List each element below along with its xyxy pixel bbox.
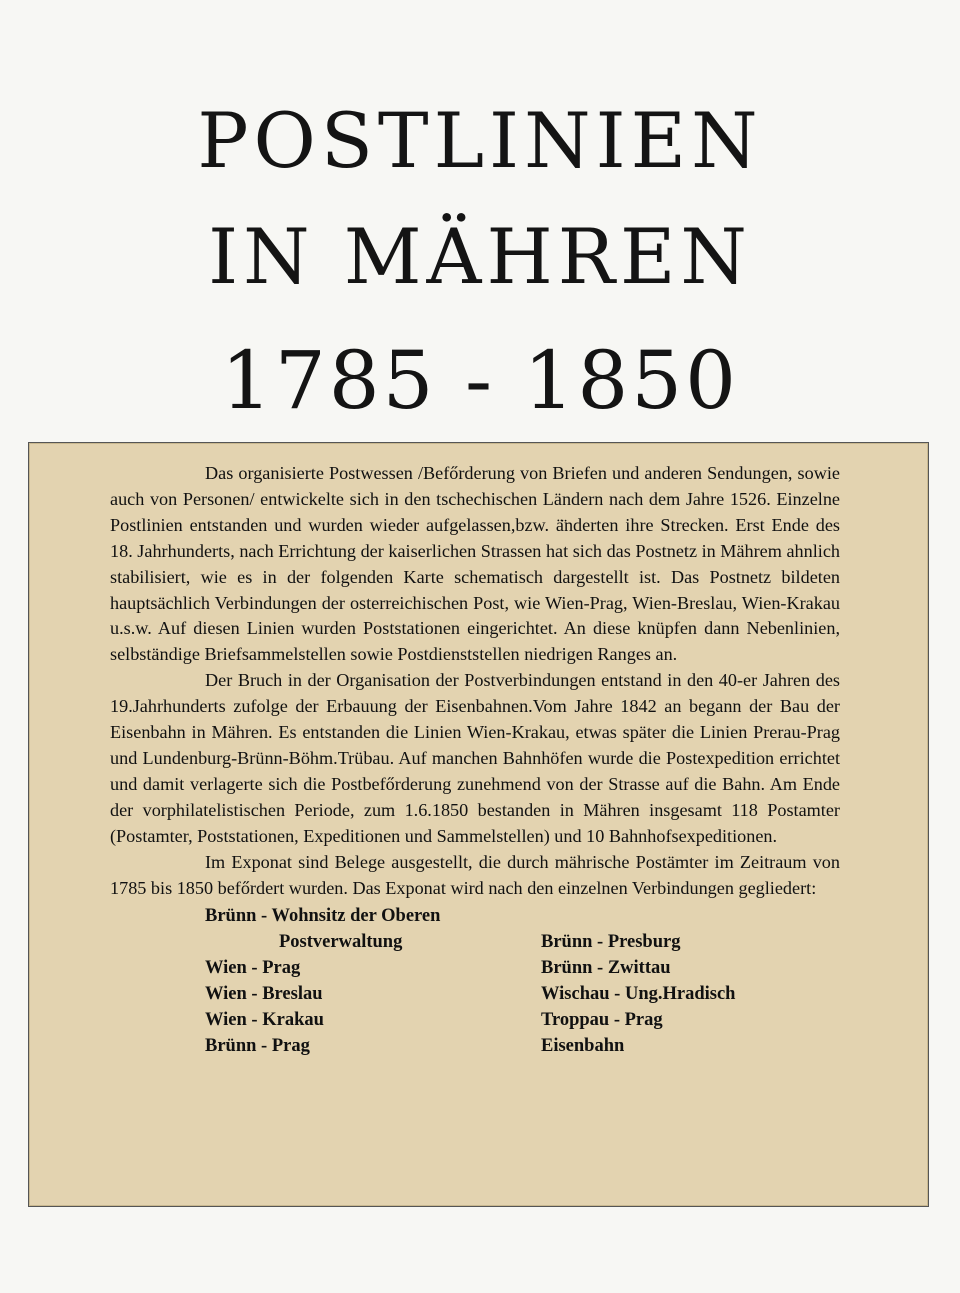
route-item: Brünn - Wohnsitz der Oberen xyxy=(205,906,441,927)
route-item: Wien - Krakau xyxy=(205,1010,324,1031)
route-item: Wien - Prag xyxy=(205,958,301,979)
page-title-line-2: IN MÄHREN xyxy=(208,212,752,301)
page-title-line-1: POSTLINIEN xyxy=(197,96,763,185)
paragraph-history: Das organisierte Postwessen /Befőrderung von Briefen und anderen Sendungen, sowie auch von Personen/ entwickelte sich in den tschechischen Ländern nach dem Jahre 1526. Einzelne Postlinien entstanden und wurden wieder aufgelassen,bzw. ä̈nderten ihre Strecken. Erst Ende des 18. Jahrhunderts, nach Errichtung der kaiserlichen Strassen hat sich das Postnetz in Mährem ahnlich stabilisiert, wie es in der folgenden Karte schematisch dargestellt ist. Das Postnetz bildeten hauptsächlich Verbindungen der osterreichischen Post, wie Wien-Prag, Wien-Breslau, Wien-Krakau u.s.w. Auf diesen Linien wurden Poststationen eingerichtet. An diese knüpfen dann Nebenlinien, selbständige Briefsammelstellen sowie Postdienststellen niedrigen Ranges an. xyxy=(110,463,840,665)
text-panel xyxy=(28,442,929,1207)
text-panel-content xyxy=(110,461,840,1063)
route-item: Eisenbahn xyxy=(541,1036,625,1057)
route-item: Wien - Breslau xyxy=(205,984,323,1005)
route-item: Wischau - Ung.Hradisch xyxy=(541,984,736,1005)
route-item: Postverwaltung xyxy=(279,932,403,953)
page-title-years: 1785 - 1850 xyxy=(220,334,740,427)
paragraph-exhibit: Im Exponat sind Belege ausgestellt, die durch mährische Postämter im Zeitraum von 1785 bis 1850 befőrdert wurden. Das Exponat wird nach den einzelnen Verbindungen gegliedert: xyxy=(110,851,840,898)
route-item: Brünn - Prag xyxy=(205,1036,310,1057)
route-item: Troppau - Prag xyxy=(541,1010,663,1031)
route-item: Brünn - Presburg xyxy=(541,932,681,953)
paragraph-railway: Der Bruch in der Organisation der Postverbindungen entstand in den 40-er Jahren des 19.Jahrhunderts zufolge der Erbauung der Eisenbahnen.Vom Jahre 1842 an begann der Bau der Eisenbahn in Mähren. Es entstanden die Linien Wien-Krakau, etwas später die Linien Prerau-Prag und Lundenburg-Brünn-Böhm.Trübau. Auf manchen Bahnhöfen wurde die Postexpedition errichtet und damit verlagerte sich die Postbefőrderung zunehmend von der Strasse auf die Bahn. Am Ende der vorphilatelistischen Periode, zum 1.6.1850 bestanden in Mähren insgesamt 118 Postamter (Postamter, Poststationen, Expeditionen und Sammelstellen) und 10 Bahnhofsexpeditionen. xyxy=(110,670,840,846)
route-column-right xyxy=(541,929,841,1059)
route-column-left xyxy=(205,903,505,1059)
title-block xyxy=(0,0,960,440)
route-list xyxy=(110,903,840,1063)
route-item: Brünn - Zwittau xyxy=(541,958,671,979)
